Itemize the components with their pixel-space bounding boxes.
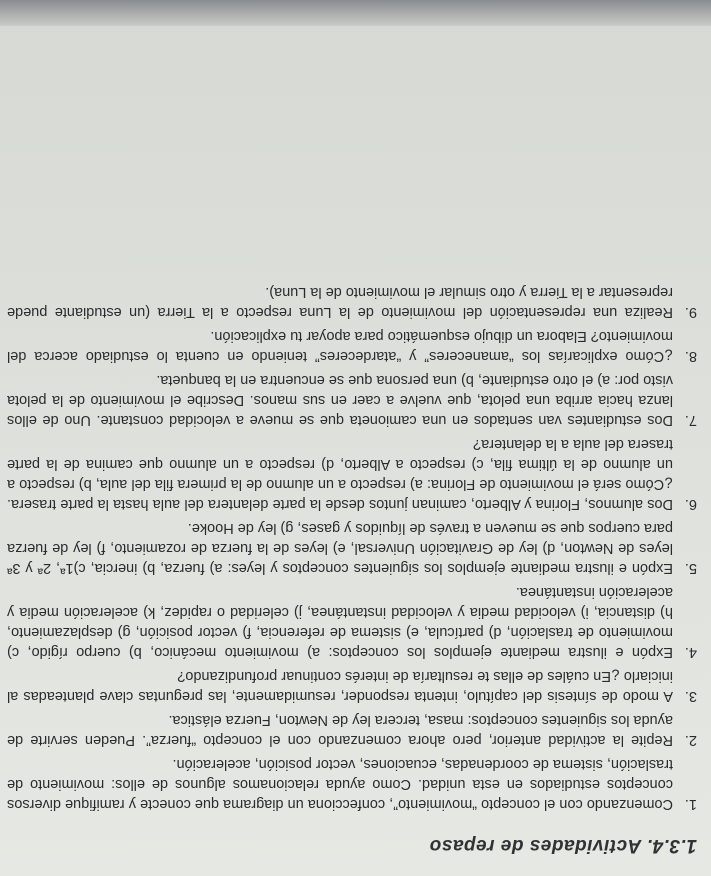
item-text: Repite la actividad anterior, pero ahora comenzando con el concepto “fuerza”. Pueden servirte de ayuda los siguientes conceptos: masa, tercera ley de Newton, Fuerza elástica. bbox=[7, 712, 673, 748]
item-number: 9. bbox=[684, 304, 697, 320]
item-number: 2. bbox=[684, 732, 697, 748]
item-number: 8. bbox=[684, 348, 697, 364]
item-number: 4. bbox=[684, 644, 697, 660]
item-number: 3. bbox=[684, 688, 697, 704]
item-number: 7. bbox=[684, 412, 697, 428]
list-item bbox=[7, 710, 697, 750]
page-bottom-shadow bbox=[0, 0, 711, 26]
item-text: Expón e ilustra mediante ejemplos los conceptos: a) movimiento mecánico, b) cuerpo rígido, c) movimiento de traslación, d) partícula, e) sistema de referencia, f) vector posición, g) desplazamiento, h) distancia, i) velocidad media y velocidad instantánea, j) celeridad o rapidez, k) aceleración media y aceleración instantánea. bbox=[7, 584, 673, 660]
list-item bbox=[7, 754, 697, 814]
item-number: 5. bbox=[684, 560, 697, 576]
list-item bbox=[7, 370, 697, 430]
item-text: ¿Cómo explicarías los “amaneceres” y “atardeceres” teniendo en cuenta lo estudiado acerca del movimiento? Elabora un dibujo esquemático para apoyar tu explicación. bbox=[7, 328, 673, 364]
item-text: Dos estudiantes van sentados en una camioneta que se mueve a velocidad constante. Uno de ellos lanza hacia arriba una pelota, que vuelve a caer en sus manos. Describe el movimiento de la pelota visto por: a) el otro estudiante, b) una persona que se encuentra en la banqueta. bbox=[7, 372, 673, 428]
activity-list bbox=[7, 278, 697, 814]
list-item bbox=[7, 434, 697, 514]
item-number: 6. bbox=[684, 496, 697, 512]
list-item bbox=[7, 666, 697, 706]
item-number: 1. bbox=[684, 796, 697, 812]
item-text: A modo de síntesis del capítulo, intenta responder, resumidamente, las preguntas clave planteadas al iniciarlo ¿En cuáles de ellas te resultaría de interés continuar profundizando? bbox=[7, 668, 673, 704]
list-item bbox=[7, 518, 697, 578]
section-title: 1.3.4. Actividades de repaso bbox=[429, 835, 697, 856]
item-text: Comenzando con el concepto “movimiento”, confecciona un diagrama que conecte y ramifique diversos conceptos estudiados en esta unidad. Como ayuda relacionamos algunos de ellos: movimiento de traslación, sistema de coordenadas, ecuaciones, vector posición, aceleración. bbox=[7, 756, 673, 812]
list-item bbox=[7, 326, 697, 366]
item-text: Realiza una representación del movimiento de la Luna respecto a la Tierra (un estudiante puede representar a la Tierra y otro simular el movimiento de la Luna). bbox=[7, 284, 673, 320]
item-text: Expón e ilustra mediante ejemplos los siguientes conceptos y leyes: a) fuerza, b) inercia, c)1ª, 2ª y 3ª leyes de Newton, d) ley de Gravitación Universal, e) leyes de la fuerza de rozamiento, f) ley de fuerza para cuerpos que se mueven a través de líquidos y gases, g) ley de Hooke. bbox=[7, 520, 673, 576]
list-item bbox=[7, 582, 697, 662]
item-text: Dos alumnos, Florina y Alberto, caminan juntos desde la parte delantera del aula hasta la parte trasera. ¿Cómo será el movimiento de Florina: a) respecto a un alumno de la primera fila del aula, b) respecto a un alumno de la última fila, c) respecto a Alberto, d) respecto a un alumno que camina de la parte trasera del aula a la delantera? bbox=[7, 436, 673, 512]
list-item bbox=[7, 282, 697, 322]
